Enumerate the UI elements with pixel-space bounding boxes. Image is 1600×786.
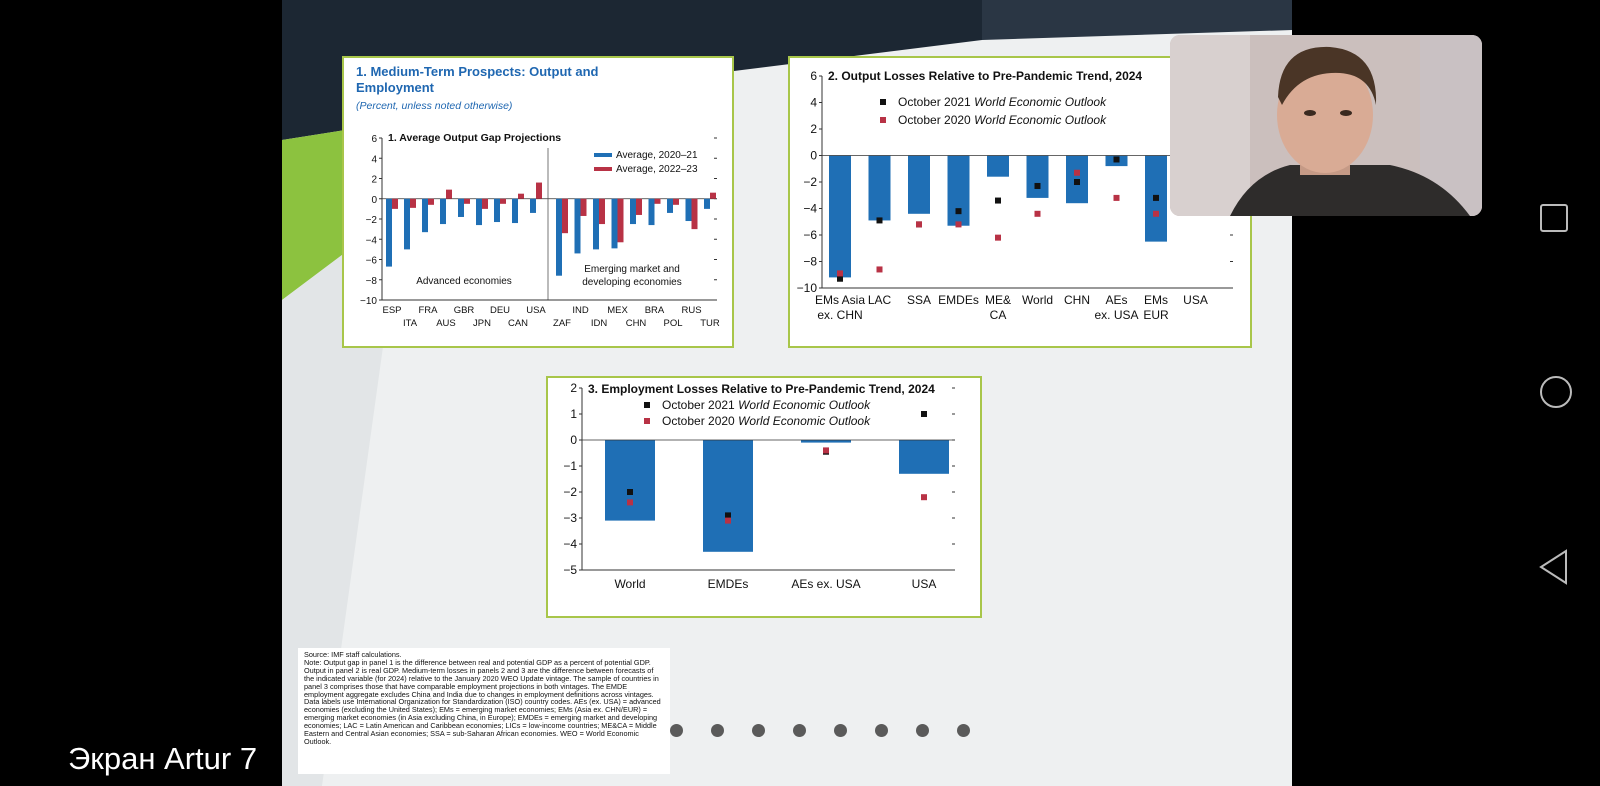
marker-2020	[956, 221, 962, 227]
bar-pol-2022-23	[673, 199, 679, 205]
y-tick-label: −6	[365, 255, 377, 267]
figure-subtitle: (Percent, unless noted otherwise)	[356, 100, 513, 112]
carousel-dot[interactable]	[711, 724, 724, 737]
y-tick-label: −2	[803, 175, 817, 189]
x-tick-label: DEU	[489, 305, 511, 316]
carousel-dots[interactable]	[670, 724, 970, 737]
x-tick-label: ITA	[402, 318, 418, 329]
y-tick-label: −3	[563, 511, 577, 525]
legend-marker-2021	[644, 402, 650, 408]
x-tick-label: TUR	[700, 318, 720, 329]
bar-usa-2022-23	[536, 183, 542, 199]
y-tick-label: 4	[810, 95, 817, 110]
y-tick-label: 1	[570, 407, 577, 421]
bar-gbr-2020-21	[458, 199, 464, 217]
bar-bra-2022-23	[655, 199, 661, 204]
carousel-dot[interactable]	[957, 724, 970, 737]
bar-idn-2022-23	[599, 199, 605, 224]
y-tick-label: −10	[796, 281, 817, 295]
marker-2020	[1153, 211, 1159, 217]
bar-pol-2020-21	[667, 199, 673, 213]
x-tick-label: ME&	[984, 293, 1012, 307]
bar-ems-asia-ex-chn	[829, 156, 851, 278]
bar-fra-2022-23	[428, 199, 434, 205]
x-tick-label: EMs Asia	[814, 293, 866, 307]
legend-swatch-blue	[594, 153, 612, 157]
x-tick-label-line2: ex. CHN	[817, 308, 863, 322]
x-tick-label: MEX	[607, 305, 628, 316]
legend-marker-2020	[880, 117, 886, 123]
chart-2-title: 2. Output Losses Relative to Pre-Pandemic Trend, 2024	[828, 69, 1143, 83]
y-tick-label: −5	[563, 563, 577, 577]
bar-lac	[869, 156, 891, 221]
legend-label-2020-21: Average, 2020–21	[616, 150, 698, 161]
triangle-back-icon	[1541, 551, 1566, 583]
y-tick-label: −2	[563, 485, 577, 499]
bar-me-ca	[987, 156, 1009, 177]
panel-1-output-gap	[342, 56, 734, 348]
x-tick-label: AEs ex. USA	[791, 577, 861, 591]
figure-title: 1. Medium-Term Prospects: Output and Employment	[356, 64, 599, 95]
bar-ind-2020-21	[575, 199, 581, 254]
bar-jpn-2020-21	[476, 199, 482, 225]
bar-aus-2022-23	[446, 190, 452, 199]
carousel-dot[interactable]	[752, 724, 765, 737]
bar-emdes	[703, 440, 753, 552]
y-tick-label: 4	[371, 154, 377, 166]
x-tick-label: AEs	[1105, 293, 1128, 307]
home-button[interactable]	[1538, 374, 1574, 410]
notes-body: Note: Output gap in panel 1 is the difference between real and potential GDP as a percent of potential GDP. Output in panel 2 is real GDP. Medium-term losses in panels 2 and 3 are the difference between forecasts of the indicated variable (for 2024) relative to the January 2020 WEO Update vintage. The sample of countries in panel 3 comprises those that have comparable employment projections in both vintages. The EMDE employment aggregate excludes China and India due to changes in employment definitions across vintages. Data labels use International Organization for Standardization (ISO) country codes. AEs (ex. USA) = advanced economies (excluding the United States); EMs = emerging market economies; EMs (Asia ex. CHN/EUR) = emerging market economies (in Asia excluding China, in Europe); EMDEs = emerging market and developing economies; LAC = Latin American and Caribbean economies; LICs = low-income countries; ME&CA = Middle Eastern and Central Asian economies; SSA = sub-Saharan African economies. WEO = World Economic Outlook.	[304, 657, 661, 746]
x-tick-label: World	[614, 577, 646, 591]
bar-tur-2022-23	[710, 193, 716, 199]
x-tick-label: POL	[663, 318, 683, 329]
x-tick-label: SSA	[906, 293, 932, 307]
x-tick-label: World	[1021, 293, 1054, 307]
marker-2021	[956, 208, 962, 214]
bar-can-2020-21	[512, 199, 518, 223]
chart-1-svg	[344, 58, 732, 346]
marker-2020	[877, 266, 883, 272]
legend-label-2020: October 2020 World Economic Outlook	[662, 414, 871, 428]
y-tick-label: 2	[570, 381, 577, 395]
bar-aus-2020-21	[440, 199, 446, 224]
marker-2020	[1074, 170, 1080, 176]
bar-rus-2020-21	[686, 199, 692, 221]
marker-2020	[1114, 195, 1120, 201]
y-tick-label: 2	[371, 174, 377, 186]
bar-mex-2020-21	[612, 199, 618, 249]
bar-world	[1027, 156, 1049, 198]
x-tick-label: JPN	[473, 318, 491, 329]
marker-2021	[877, 217, 883, 223]
bar-bra-2020-21	[649, 199, 655, 225]
recent-apps-button[interactable]	[1538, 202, 1570, 234]
y-tick-label: −8	[365, 275, 377, 287]
bar-rus-2022-23	[692, 199, 698, 229]
y-tick-label: −4	[563, 537, 577, 551]
marker-2021	[627, 489, 633, 495]
carousel-dot[interactable]	[793, 724, 806, 737]
carousel-dot[interactable]	[875, 724, 888, 737]
bar-zaf-2020-21	[556, 199, 562, 276]
x-tick-label: IDN	[590, 318, 608, 329]
marker-2020	[921, 494, 927, 500]
x-tick-label: USA	[911, 577, 937, 591]
marker-2020	[627, 499, 633, 505]
carousel-dot[interactable]	[670, 724, 683, 737]
legend-label-2021: October 2021 World Economic Outlook	[662, 398, 871, 412]
chart-3-svg	[548, 378, 980, 616]
marker-2021	[995, 198, 1001, 204]
y-tick-label: −10	[360, 296, 377, 307]
legend-label-2022-23: Average, 2022–23	[616, 164, 698, 175]
bar-zaf-2022-23	[562, 199, 568, 233]
webcam-video	[1170, 35, 1482, 216]
y-tick-label: 0	[810, 148, 817, 163]
x-tick-label: AUS	[436, 318, 456, 329]
figure-notes	[298, 648, 670, 774]
panel-3-employment-losses	[546, 376, 982, 618]
x-tick-label: CAN	[507, 318, 529, 329]
y-tick-label: 6	[810, 69, 817, 83]
bar-deu-2022-23	[500, 199, 506, 204]
x-tick-label-line2: EUR	[1143, 308, 1169, 322]
legend-label-2020: October 2020 World Economic Outlook	[898, 113, 1107, 127]
bar-idn-2020-21	[593, 199, 599, 250]
y-tick-label: −6	[803, 228, 817, 242]
marker-2021	[837, 276, 843, 282]
x-tick-label: CHN	[1064, 293, 1090, 307]
marker-2020	[725, 518, 731, 524]
bar-mex-2022-23	[618, 199, 624, 243]
chart-1-title: 1. Average Output Gap Projections	[388, 132, 562, 144]
x-tick-label: IND	[572, 305, 589, 316]
bar-ind-2022-23	[581, 199, 587, 216]
x-tick-label-line2: ex. USA	[1094, 308, 1139, 322]
bar-usa-2020-21	[530, 199, 536, 213]
marker-2021	[921, 411, 927, 417]
shared-slide	[282, 0, 1292, 786]
x-tick-label: FRA	[418, 305, 438, 316]
legend-label-2021: October 2021 World Economic Outlook	[898, 95, 1107, 109]
notes-source: Source: IMF staff calculations.	[304, 650, 402, 659]
legend-swatch-red	[594, 167, 612, 171]
marker-2020	[837, 270, 843, 276]
bar-esp-2020-21	[386, 199, 392, 267]
marker-2020	[823, 447, 829, 453]
bar-chn-2022-23	[636, 199, 642, 215]
bar-world	[605, 440, 655, 521]
x-tick-label: ESP	[382, 305, 402, 316]
y-tick-label: 0	[570, 433, 577, 447]
marker-2021	[725, 512, 731, 518]
x-tick-label: ZAF	[553, 318, 571, 329]
x-tick-label-line2: CA	[989, 308, 1007, 322]
y-tick-label: 0	[371, 194, 377, 206]
back-button[interactable]	[1538, 549, 1570, 585]
bar-ita-2022-23	[410, 199, 416, 208]
bar-deu-2020-21	[494, 199, 500, 222]
x-tick-label: RUS	[681, 305, 702, 316]
x-tick-label: LAC	[867, 293, 892, 307]
x-tick-label: CHN	[625, 318, 647, 329]
x-tick-label: EMDEs	[938, 293, 979, 307]
group-label-advanced: Advanced economies	[416, 276, 512, 287]
x-tick-label: GBR	[453, 305, 475, 316]
marker-2020	[916, 221, 922, 227]
carousel-dot[interactable]	[834, 724, 847, 737]
marker-2021	[1035, 183, 1041, 189]
bar-emdes	[948, 156, 970, 226]
bar-gbr-2022-23	[464, 199, 470, 204]
bar-fra-2020-21	[422, 199, 428, 232]
marker-2021	[1074, 179, 1080, 185]
x-tick-label: EMDEs	[707, 577, 749, 591]
y-tick-label: −4	[365, 235, 377, 247]
marker-2020	[1035, 211, 1041, 217]
marker-2021	[1114, 156, 1120, 162]
bar-jpn-2022-23	[482, 199, 488, 209]
marker-2020	[995, 235, 1001, 241]
bar-esp-2022-23	[392, 199, 398, 209]
square-icon	[1541, 205, 1567, 231]
x-tick-label: USA	[526, 305, 546, 316]
y-tick-label: −8	[803, 254, 817, 269]
carousel-dot[interactable]	[916, 724, 929, 737]
legend-marker-2020	[644, 418, 650, 424]
bar-ssa	[908, 156, 930, 214]
x-tick-label: USA	[1183, 293, 1208, 307]
bar-ita-2020-21	[404, 199, 410, 250]
bar-chn-2020-21	[630, 199, 636, 224]
screen-share-caption: Экран Artur 7	[68, 741, 258, 776]
chart-3-title: 3. Employment Losses Relative to Pre-Pandemic Trend, 2024	[588, 382, 935, 396]
bar-usa	[899, 440, 949, 474]
x-tick-label: BRA	[644, 305, 665, 316]
group-label-emerging: Emerging market and developing economies	[582, 264, 682, 288]
circle-icon	[1541, 377, 1571, 407]
y-tick-label: 6	[371, 134, 377, 145]
y-tick-label: −4	[803, 201, 817, 216]
y-tick-label: −2	[365, 215, 377, 226]
y-tick-label: 2	[810, 122, 817, 136]
webcam-person-figure	[1170, 35, 1482, 216]
bar-tur-2020-21	[704, 199, 710, 209]
x-tick-label: EMs	[1144, 293, 1168, 307]
legend-marker-2021	[880, 99, 886, 105]
y-tick-label: −1	[563, 459, 577, 473]
bar-can-2022-23	[518, 194, 524, 199]
marker-2021	[1153, 195, 1159, 201]
